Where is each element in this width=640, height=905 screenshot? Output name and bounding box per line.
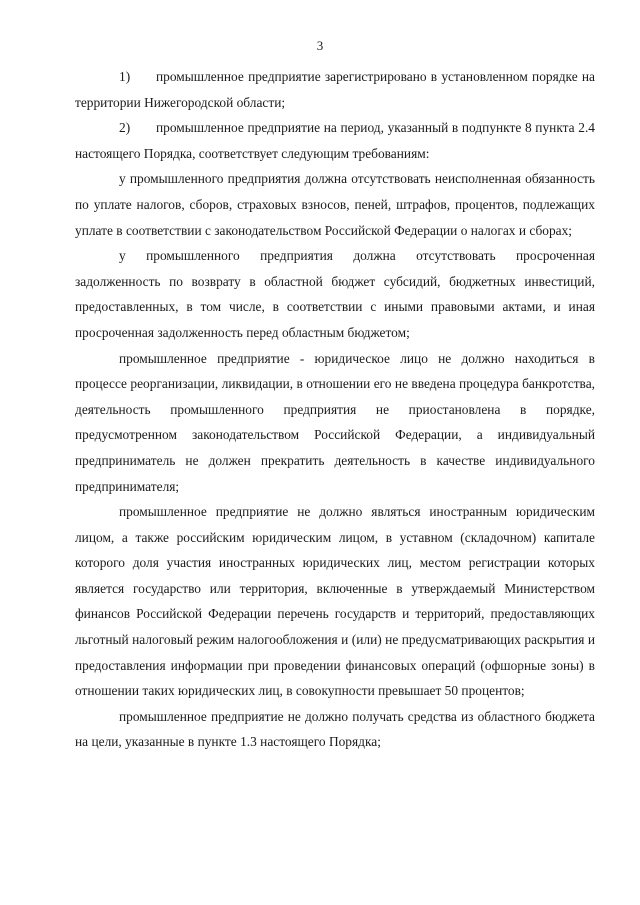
paragraph-text: промышленное предприятие на период, указанный в подпункте 8 пункта 2.4 настоящего Порядка, соответствует следующим требованиям: <box>75 120 595 161</box>
paragraph-reorganization: промышленное предприятие - юридическое лицо не должно находиться в процессе реорганизации, ликвидации, в отношении его не введена процедура банкротства, деятельность промышленного предприятия не приостановлена в порядке, предусмотренном законодательством Российской Федерации, а индивидуальный предприниматель не должен прекратить деятельность в качестве индивидуального предпринимателя; <box>75 350 595 494</box>
list-number: 1) <box>119 69 131 84</box>
paragraph-overdue-debt: у промышленного предприятия должна отсутствовать просроченная задолженность по возврату в областной бюджет субсидий, бюджетных инвестиций, предоставленных, в том числе, в соответствии с иными правовыми актами, и иная просроченная задолженность перед областным бюджетом; <box>75 248 595 340</box>
paragraph-foreign-entity: промышленное предприятие не должно являться иностранным юридическим лицом, а также российским юридическим лицом, в уставном (складочном) капитале которого доля участия иностранных юридических лиц, местом регистрации которых является государство или территория, включенные в утверждаемый Министерством финансов Российской Федерации перечень государств и территорий, предоставляющих льготный налоговый режим налогообложения и (или) не предусматривающих раскрытия и предоставления информации при проведении финансовых операций (офшорные зоны) в отношении таких юридических лиц, в совокупности превышает 50 процентов; <box>75 504 595 699</box>
paragraph-tax-arrears: у промышленного предприятия должна отсутствовать неисполненная обязанность по уплате налогов, сборов, страховых взносов, пеней, штрафов, процентов, подлежащих уплате в соответствии с законодательством Российской Федерации о налогах и сборах; <box>75 171 595 238</box>
page-number: 3 <box>316 38 324 53</box>
paragraph-item-2 <box>75 115 595 166</box>
paragraph-item-1 <box>75 64 595 115</box>
paragraph-text: промышленное предприятие зарегистрировано в установленном порядке на территории Нижегородской области; <box>75 69 595 110</box>
list-number: 2) <box>119 120 131 136</box>
paragraph-budget-funds: промышленное предприятие не должно получать средства из областного бюджета на цели, указанные в пункте 1.3 настоящего Порядка; <box>75 708 595 750</box>
document-body <box>75 64 595 755</box>
